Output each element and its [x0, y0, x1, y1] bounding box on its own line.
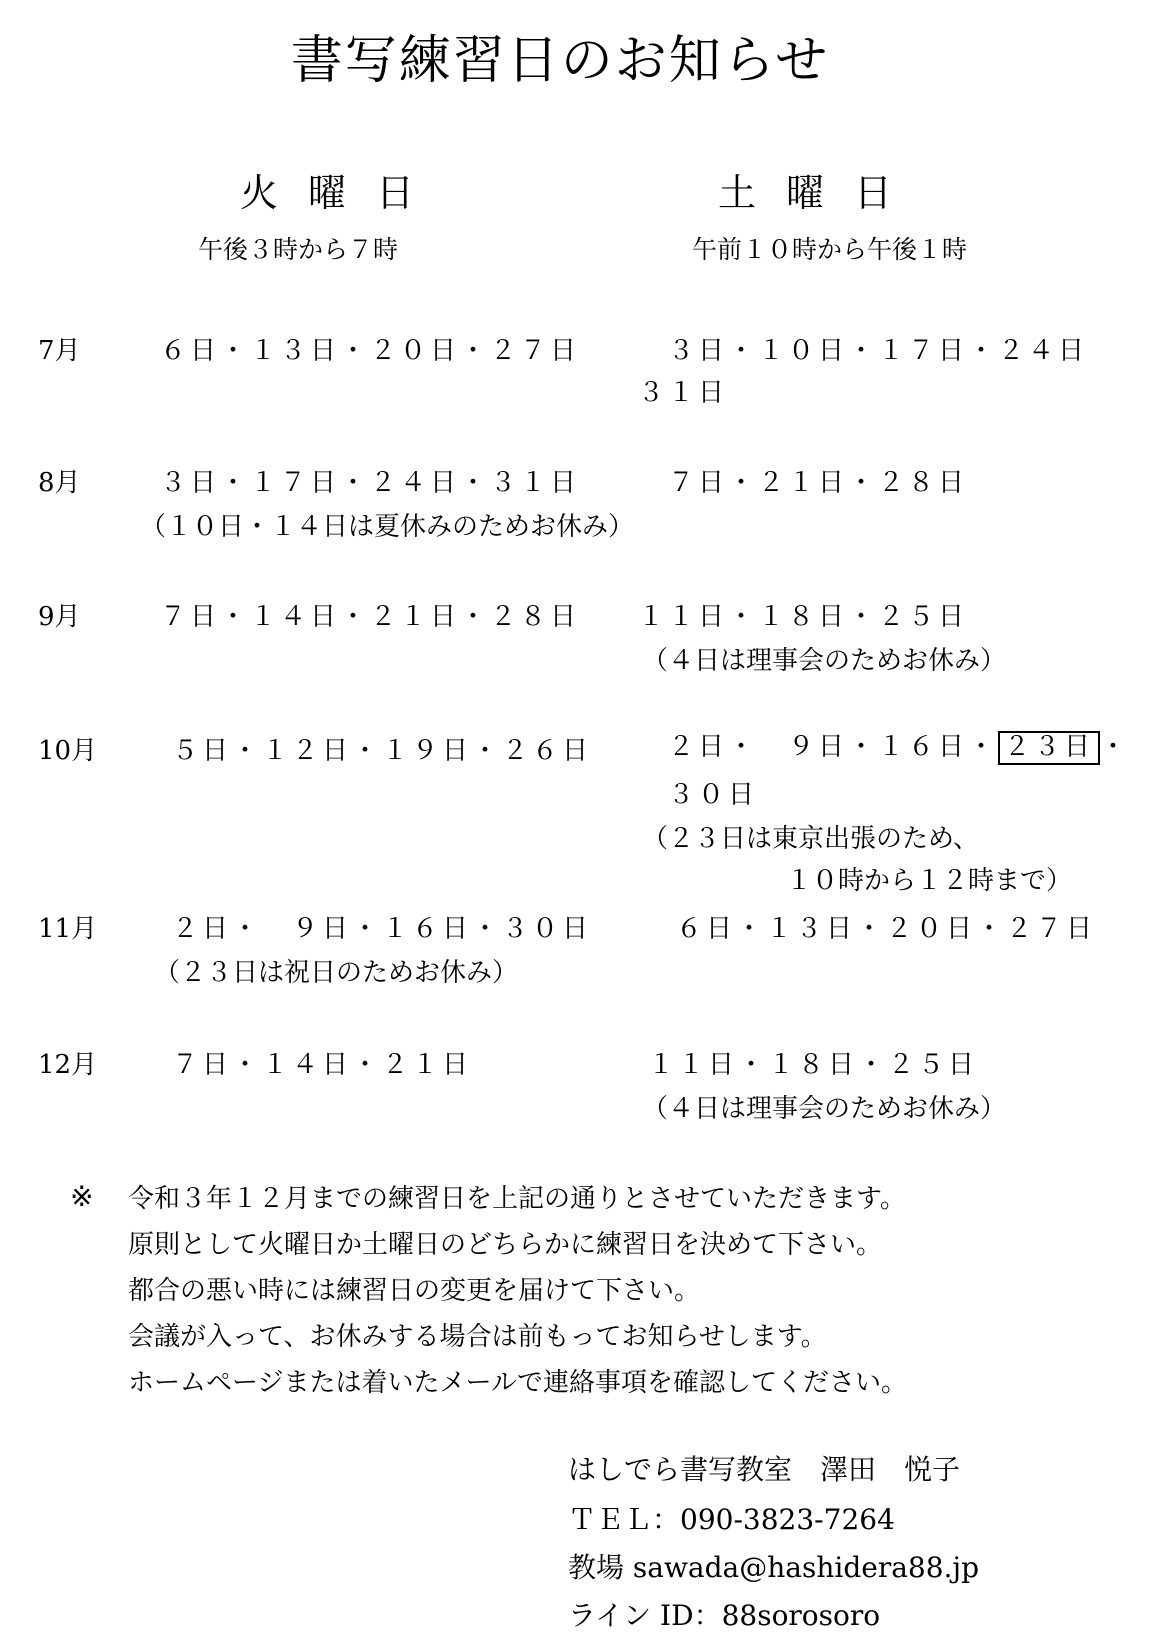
- contact-tel: ＴＥＬ：090-3823-7264: [568, 1503, 895, 1536]
- month-label: 8月: [38, 468, 81, 498]
- tuesday-dates: ２日・ ９日・１６日・３０日: [172, 914, 593, 944]
- notice-line: 令和３年１２月までの練習日を上記の通りとさせていただきます。: [128, 1184, 906, 1214]
- saturday-dates-part: ２日・ ９日・１６日・: [668, 732, 999, 762]
- month-label: 7月: [38, 336, 81, 366]
- month-label: 9月: [38, 602, 81, 632]
- contact-name: はしでら書写教室 澤田 悦子: [568, 1453, 961, 1486]
- tuesday-dates: ３日・１７日・２４日・３１日: [160, 468, 581, 498]
- notice-mark: ※: [70, 1180, 94, 1213]
- saturday-dates: １１日・１８日・２５日: [638, 602, 969, 632]
- tuesday-dates: ６日・１３日・２０日・２７日: [160, 336, 581, 366]
- saturday-dates: ６日・１３日・２０日・２７日: [676, 914, 1097, 944]
- tuesday-header: 火曜日: [240, 171, 445, 215]
- saturday-dates: [668, 726, 1130, 765]
- saturday-dates: ７日・２１日・２８日: [668, 468, 969, 498]
- saturday-dates: ３日・１０日・１７日・２４日: [668, 336, 1089, 366]
- notice-line: ホームページまたは着いたメールで連絡事項を確認してください。: [128, 1368, 907, 1398]
- tuesday-note: （１０日・１４日は夏休みのためお休み）: [140, 512, 635, 542]
- saturday-note: （４日は理事会のためお休み）: [642, 646, 1007, 676]
- tuesday-time: 午後３時から７時: [198, 235, 399, 264]
- page-title: 書写練習日のお知らせ: [290, 31, 830, 91]
- notice-line: 都合の悪い時には練習日の変更を届けて下さい。: [128, 1276, 701, 1306]
- saturday-dates-cont: ３１日: [638, 378, 729, 408]
- month-label: 10月: [38, 736, 98, 766]
- saturday-header: 土曜日: [718, 171, 923, 215]
- saturday-time: 午前１０時から午後１時: [692, 235, 968, 264]
- saturday-dates: １１日・１８日・２５日: [648, 1050, 979, 1080]
- tuesday-dates: ７日・１４日・２１日: [172, 1050, 473, 1080]
- tuesday-note: （２３日は祝日のためお休み）: [154, 958, 519, 988]
- highlighted-date: ２３日: [998, 731, 1100, 765]
- saturday-dates-cont: ３０日: [668, 780, 759, 810]
- contact-line-id: ライン ID：88sorosoro: [568, 1599, 881, 1632]
- month-label: 11月: [38, 914, 98, 944]
- saturday-note: （４日は理事会のためお休み）: [642, 1094, 1007, 1124]
- saturday-note: （２３日は東京出張のため、: [642, 824, 979, 854]
- tuesday-dates: ７日・１４日・２１日・２８日: [160, 602, 581, 632]
- saturday-dates-sep: ・: [1100, 732, 1131, 762]
- contact-email[interactable]: 教場 sawada@hashidera88.jp: [568, 1551, 980, 1584]
- month-label: 12月: [38, 1050, 98, 1080]
- tuesday-dates: ５日・１２日・１９日・２６日: [172, 736, 593, 766]
- notice-line: 会議が入って、お休みする場合は前もってお知らせします。: [128, 1322, 827, 1352]
- notice-line: 原則として火曜日か土曜日のどちらかに練習日を決めて下さい。: [128, 1230, 883, 1260]
- saturday-note-cont: １０時から１２時まで）: [786, 866, 1073, 896]
